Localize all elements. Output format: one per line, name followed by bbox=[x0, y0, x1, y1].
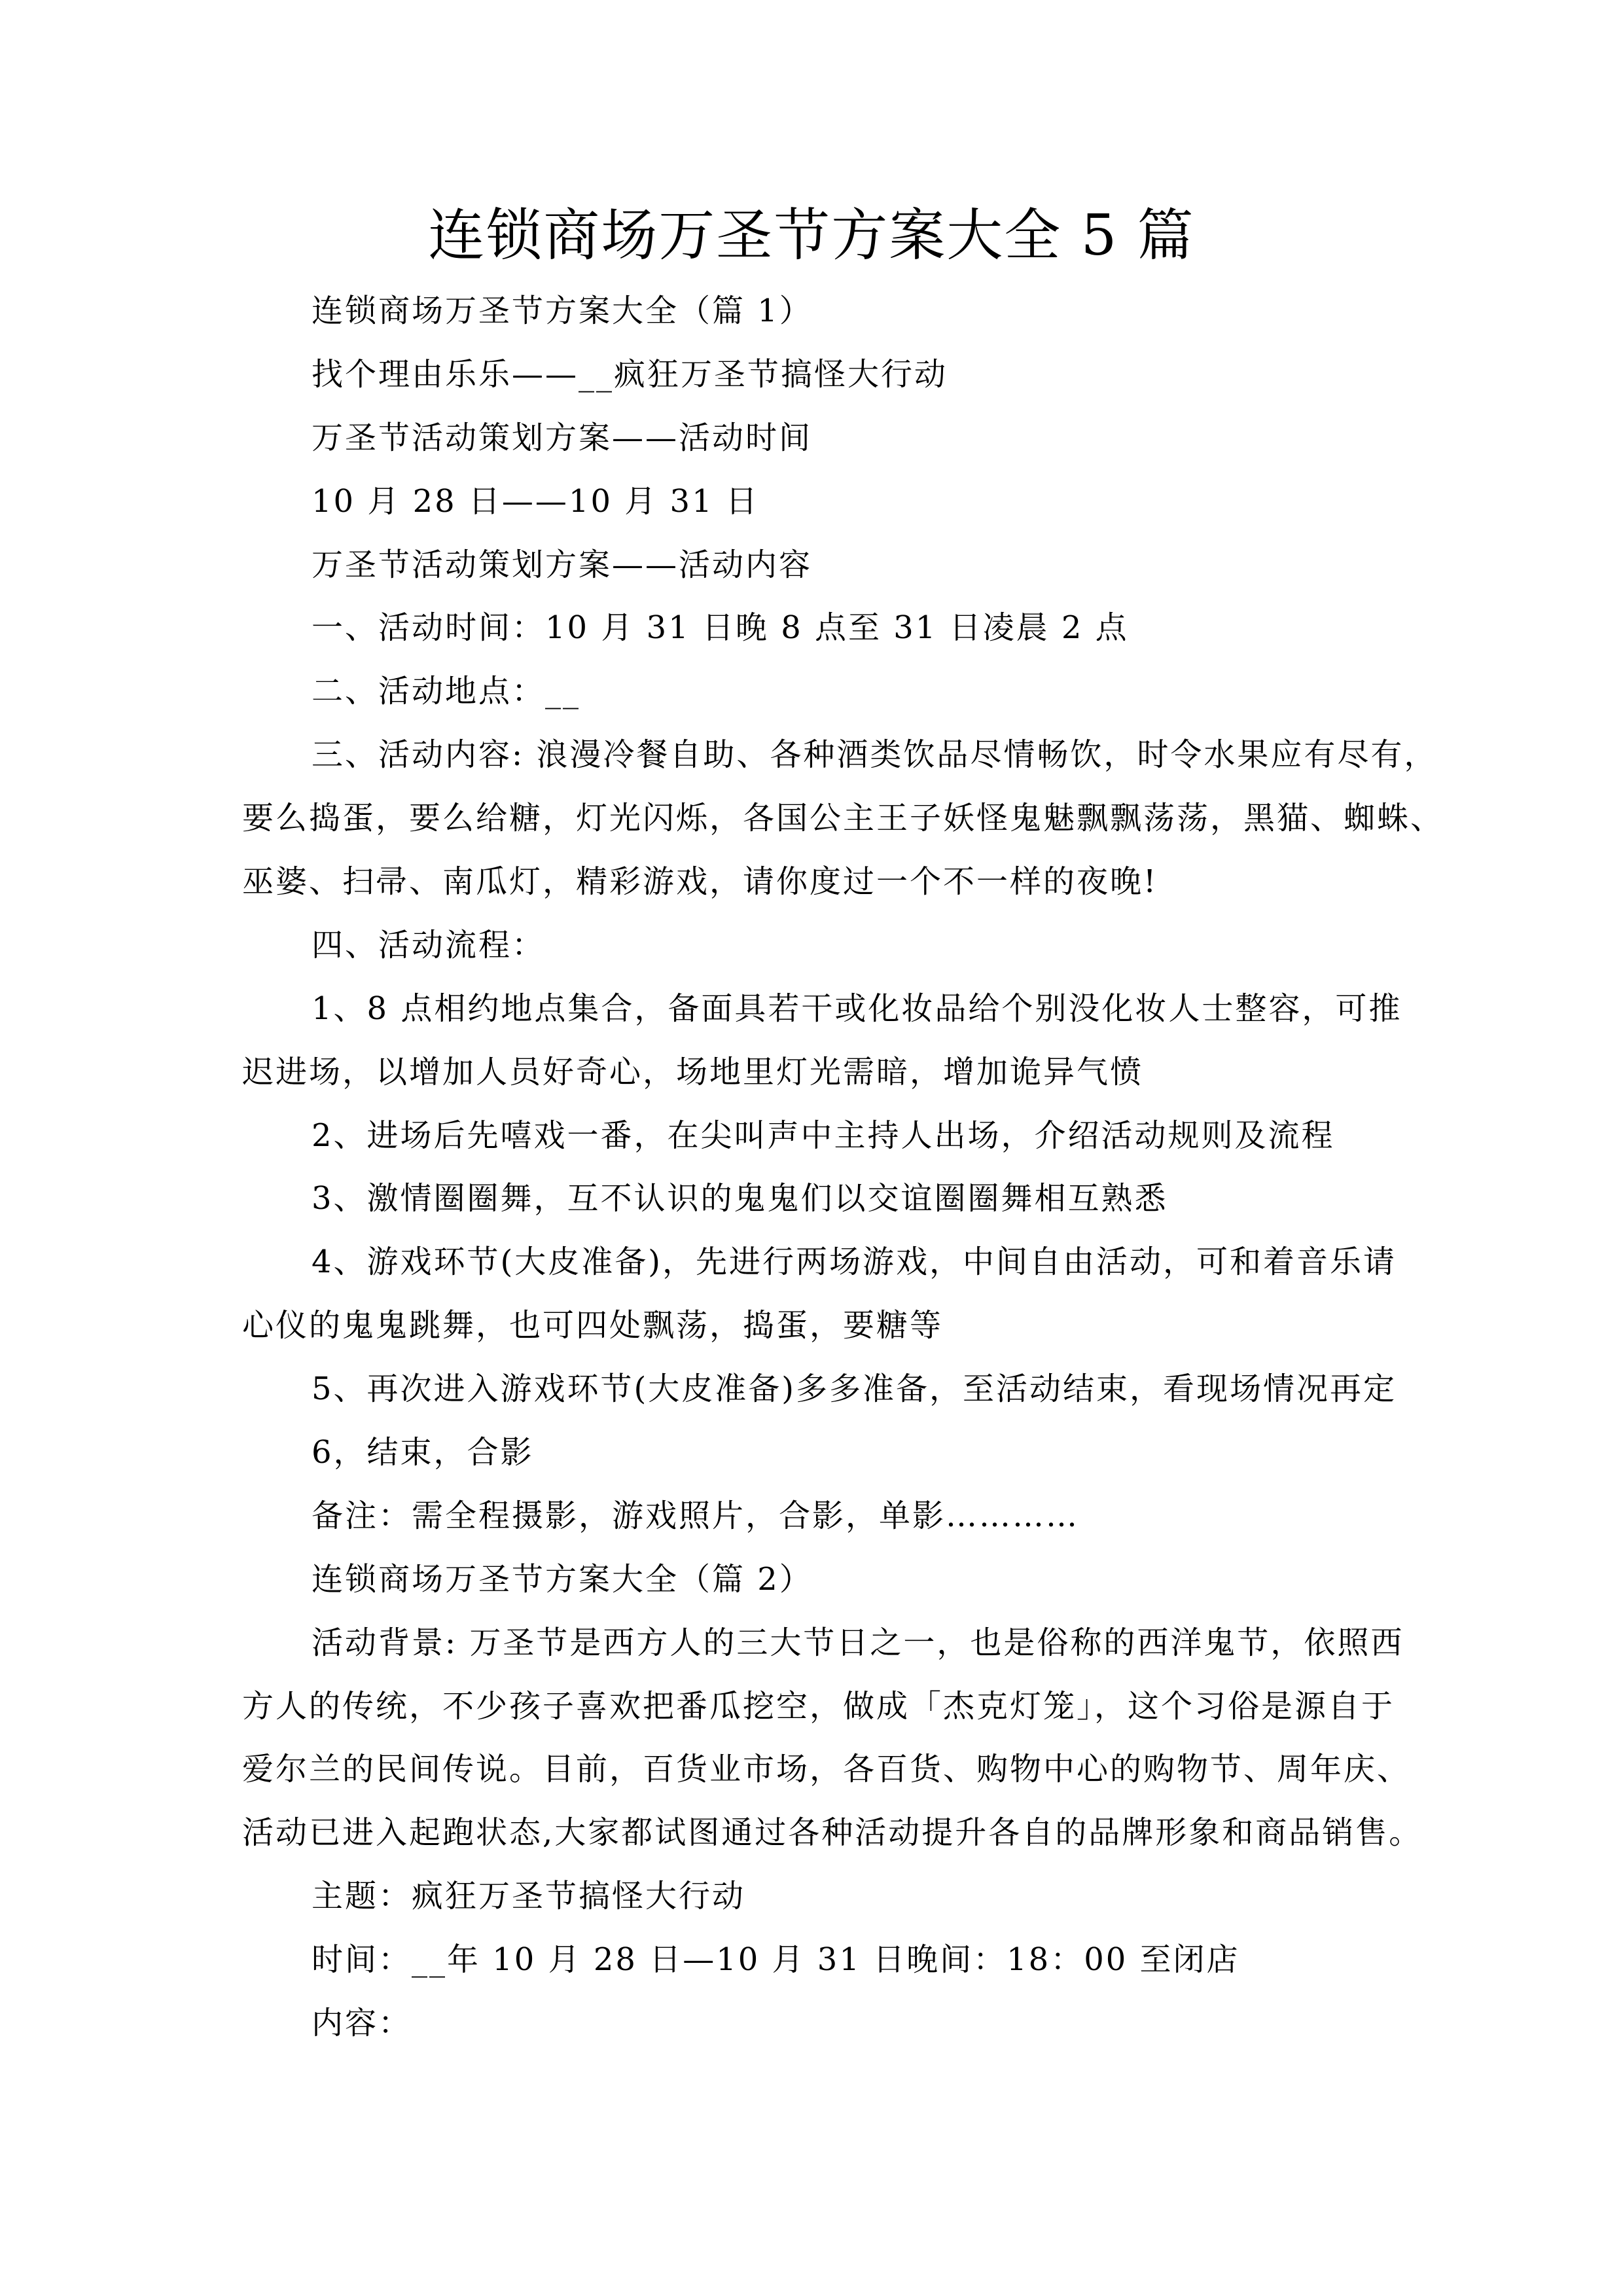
text-line: 找个理由乐乐——__疯狂万圣节搞怪大行动 bbox=[312, 355, 948, 393]
process-step-5 bbox=[242, 1366, 1397, 1429]
activity-background bbox=[242, 1620, 1423, 1874]
subheading-activity-content bbox=[242, 542, 1384, 605]
text-line: 活动背景: 万圣节是西方人的三大节日之一，也是俗称的西洋鬼节，依照西 bbox=[312, 1624, 1404, 1661]
event-slogan bbox=[242, 351, 1384, 415]
text-line: 万圣节活动策划方案——活动内容 bbox=[312, 546, 813, 583]
process-step-6 bbox=[242, 1429, 1384, 1493]
text-line: 迟进场，以增加人员好奇心，场地里灯光需暗，增加诡异气愤 bbox=[242, 1053, 1144, 1090]
section-heading-part-2 bbox=[242, 1556, 1384, 1620]
document-title: 连锁商场万圣节方案大全 5 篇 bbox=[428, 203, 1195, 268]
text-line: 万圣节活动策划方案——活动时间 bbox=[312, 419, 813, 456]
text-line: 5、再次进入游戏环节(大皮准备)多多准备，至活动结束，看现场情况再定 bbox=[312, 1371, 1397, 1408]
text-line: 二、活动地点：__ bbox=[312, 673, 581, 710]
text-line: 主题：疯狂万圣节搞怪大行动 bbox=[312, 1878, 746, 1915]
process-step-3 bbox=[242, 1175, 1384, 1239]
text-line: 连锁商场万圣节方案大全（篇 1） bbox=[312, 293, 813, 329]
text-line: 10 月 28 日——10 月 31 日 bbox=[312, 482, 759, 520]
text-line: 四、活动流程： bbox=[312, 926, 546, 963]
content-label bbox=[242, 2000, 1384, 2064]
time-line bbox=[242, 1937, 1384, 2000]
item-activity-process bbox=[242, 922, 1384, 986]
text-line: 3、激情圈圈舞，互不认识的鬼鬼们以交谊圈圈舞相互熟悉 bbox=[312, 1180, 1168, 1217]
text-line: 2、进场后先嘻戏一番，在尖叫声中主持人出场，介绍活动规则及流程 bbox=[312, 1117, 1335, 1154]
section-heading-part-1 bbox=[242, 288, 1384, 351]
remark-note bbox=[242, 1493, 1384, 1556]
item-activity-location bbox=[242, 668, 1384, 732]
item-activity-time bbox=[242, 605, 1384, 668]
item-activity-content bbox=[242, 732, 1444, 922]
date-range bbox=[242, 478, 1384, 542]
text-line: 4、游戏环节(大皮准备)，先进行两场游戏，中间自由活动，可和着音乐请 bbox=[312, 1244, 1397, 1281]
process-step-2 bbox=[242, 1113, 1384, 1176]
document-body bbox=[242, 288, 1444, 2064]
text-line: 连锁商场万圣节方案大全（篇 2） bbox=[312, 1560, 813, 1598]
process-step-4 bbox=[242, 1239, 1397, 1366]
text-line: 备注：需全程摄影，游戏照片，合影，单影………… bbox=[312, 1497, 1080, 1534]
text-line: 爱尔兰的民间传说。目前，百货业市场，各百货、购物中心的购物节、周年庆、 bbox=[242, 1751, 1411, 1788]
text-line: 三、活动内容: 浪漫冷餐自助、各种酒类饮品尽情畅饮，时令水果应有尽有， bbox=[312, 736, 1438, 774]
text-line: 心仪的鬼鬼跳舞，也可四处飘荡，捣蛋，要糖等 bbox=[242, 1307, 944, 1344]
theme-line bbox=[242, 1873, 1384, 1937]
text-line: 活动已进入起跑状态,大家都试图通过各种活动提升各自的品牌形象和商品销售。 bbox=[242, 1814, 1423, 1852]
process-step-1 bbox=[242, 986, 1402, 1113]
text-line: 时间：__年 10 月 28 日—10 月 31 日晚间：18：00 至闭店 bbox=[312, 1941, 1240, 1979]
text-line: 要么捣蛋，要么给糖，灯光闪烁，各国公主王子妖怪鬼魅飘飘荡荡，黑猫、蜘蛛、 bbox=[242, 800, 1444, 837]
text-line: 1、8 点相约地点集合，备面具若干或化妆品给个别没化妆人士整容，可推 bbox=[312, 990, 1402, 1027]
text-line: 方人的传统，不少孩子喜欢把番瓜挖空，做成「杰克灯笼」，这个习俗是源自于 bbox=[242, 1687, 1395, 1725]
text-line: 一、活动时间：10 月 31 日晚 8 点至 31 日凌晨 2 点 bbox=[312, 609, 1129, 647]
text-line: 6，结束，合影 bbox=[312, 1434, 534, 1471]
text-line: 内容： bbox=[312, 2005, 412, 2042]
subheading-activity-time bbox=[242, 415, 1384, 478]
text-line: 巫婆、扫帚、南瓜灯，精彩游戏，请你度过一个不一样的夜晚! bbox=[242, 863, 1158, 901]
